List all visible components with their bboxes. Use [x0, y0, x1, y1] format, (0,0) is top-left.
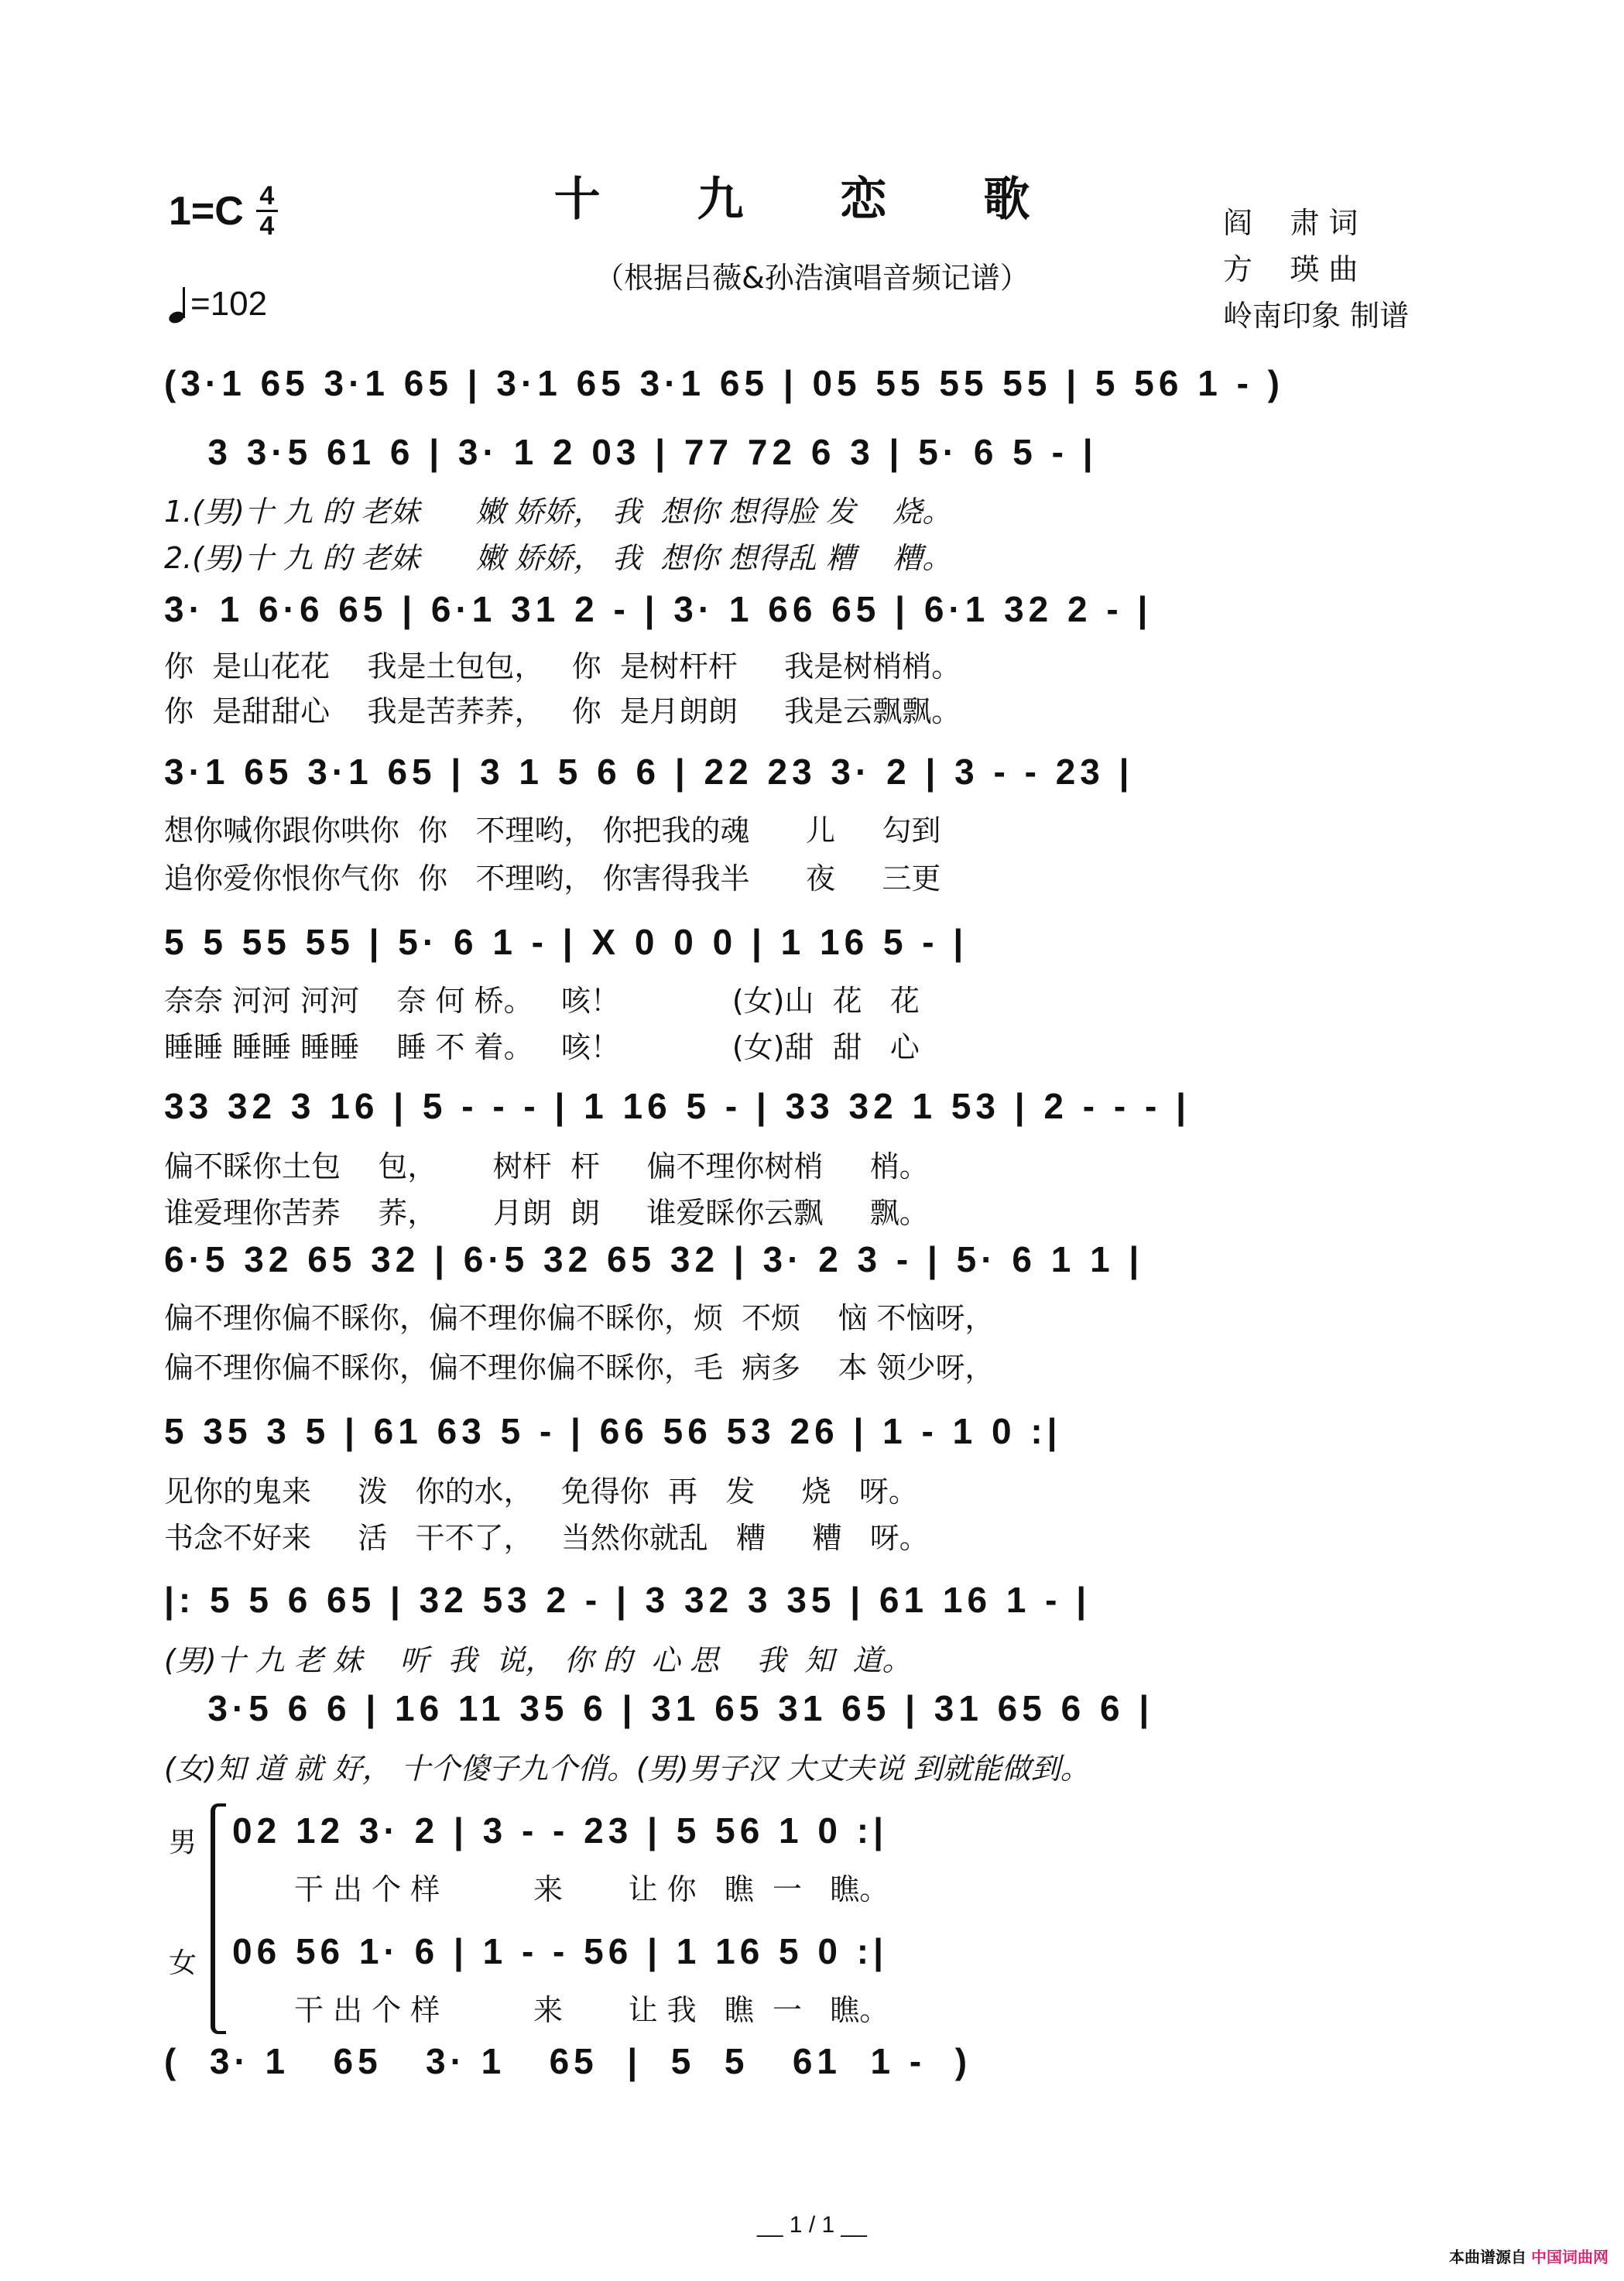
lyric-line: 偏不睬你土包 包， 树杆 杆 偏不理你树梢 梢。 — [164, 1149, 929, 1183]
notation-line-female: 06 56 1· 6 | 1 - - 56 | 1 16 5 0 :| — [232, 1931, 888, 1971]
lyric-line: 追你爱你恨你气你 你 不理哟， 你害得我半 夜 三更 — [164, 861, 941, 896]
arranger: 岭南印象 制谱 — [1223, 299, 1410, 333]
lyric-line: (女)知 道 就 好， 十个傻子九个俏。(男)男子汉 大丈夫说 到就能做到。 — [164, 1752, 1090, 1786]
composer: 方 瑛 曲 — [1223, 252, 1358, 286]
source-credit — [1449, 2245, 1609, 2267]
lyric-line: 奈奈 河河 河河 奈 何 桥。 咳！ (女)山 花 花 — [164, 984, 920, 1018]
notation-line: 5 35 3 5 | 61 63 5 - | 66 56 53 26 | 1 - 1 0 :| — [164, 1411, 1062, 1451]
notation-line: 3 3·5 61 6 | 3· 1 2 03 | 77 72 6 3 | 5· 6 5 - | — [164, 432, 1098, 472]
lyric-line: 书念不好来 活 干不了， 当然你就乱 糟 糟 呀。 — [164, 1521, 929, 1555]
source-site: 中国词曲网 — [1531, 2248, 1609, 2266]
voice-label-male: 男 — [169, 1827, 197, 1858]
notation-line: 3·5 6 6 | 16 11 35 6 | 31 65 31 65 | 31 65 6 6 | — [164, 1688, 1154, 1728]
notation-line: 3·1 65 3·1 65 | 3 1 5 6 6 | 22 23 3· 2 | 3 - - 23 | — [164, 752, 1134, 792]
lyric-line-male: 干 出 个 样 来 让 你 瞧 一 瞧。 — [294, 1872, 889, 1906]
key-label: 1=C — [169, 188, 244, 234]
page-number: __ 1 / 1 __ — [757, 2212, 867, 2238]
lyric-line: 1.(男)十 九 的 老妹 嫩 娇娇， 我 想你 想得脸 发 烧。 — [164, 495, 952, 529]
lyric-line-female: 干 出 个 样 来 让 我 瞧 一 瞧。 — [294, 1993, 889, 2027]
tempo-value: =102 — [190, 285, 268, 323]
voice-label-female: 女 — [169, 1947, 197, 1979]
duet-bracket — [211, 1803, 226, 2034]
lyricist: 阎 肃 词 — [1223, 206, 1358, 240]
lyric-line: 谁爱理你苦荞 荞， 月朗 朗 谁爱睬你云飘 飘。 — [164, 1196, 929, 1230]
lyric-line: 偏不理你偏不睬你，偏不理你偏不睬你，毛 病多 本 领少呀， — [164, 1351, 995, 1385]
song-subtitle: （根据吕薇&孙浩演唱音频记谱） — [594, 261, 1030, 295]
lyric-line: 见你的鬼来 泼 你的水， 免得你 再 发 烧 呀。 — [164, 1474, 918, 1509]
time-numerator: 4 — [259, 181, 275, 211]
lyric-line: 2.(男)十 九 的 老妹 嫩 娇娇， 我 想你 想得乱 糟 糟。 — [164, 541, 952, 575]
credits — [1223, 200, 1409, 339]
lyric-line: 想你喊你跟你哄你 你 不理哟， 你把我的魂 儿 勾到 — [164, 813, 941, 848]
notation-line-male: 02 12 3· 2 | 3 - - 23 | 5 56 1 0 :| — [232, 1810, 888, 1851]
notation-line: 5 5 55 55 | 5· 6 1 - | X 0 0 0 | 1 16 5 - | — [164, 922, 968, 962]
notation-line: 3· 1 6·6 65 | 6·1 31 2 - | 3· 1 66 65 | 6·1 32 2 - | — [164, 589, 1153, 629]
notation-line: |: 5 5 6 65 | 32 53 2 - | 3 32 3 35 | 61 16 1 - | — [164, 1580, 1091, 1620]
song-title: 十 九 恋 歌 — [553, 173, 1071, 227]
lyric-line: (男)十 九 老 妹 听 我 说， 你 的 心 思 我 知 道。 — [164, 1643, 912, 1677]
lyric-line: 睡睡 睡睡 睡睡 睡 不 着。 咳！ (女)甜 甜 心 — [164, 1030, 920, 1064]
lyric-line: 你 是甜甜心 我是苦荞荞， 你 是月朗朗 我是云飘飘。 — [164, 694, 961, 728]
notation-line: (3·1 65 3·1 65 | 3·1 65 3·1 65 | 05 55 55 55 | 5 56 1 - ) — [164, 363, 1284, 403]
lyric-line: 你 是山花花 我是土包包， 你 是树杆杆 我是树梢梢。 — [164, 649, 961, 683]
source-label: 本曲谱源自 — [1449, 2248, 1526, 2266]
notation-line: 6·5 32 65 32 | 6·5 32 65 32 | 3· 2 3 - | 5· 6 1 1 | — [164, 1239, 1144, 1279]
notation-line: 33 32 3 16 | 5 - - - | 1 16 5 - | 33 32 1 53 | 2 - - - | — [164, 1086, 1191, 1126]
notation-line-outro: ( 3· 1 65 3· 1 65 | 5 5 61 1 - ) — [164, 2041, 972, 2081]
lyric-line: 偏不理你偏不睬你，偏不理你偏不睬你，烦 不烦 恼 不恼呀， — [164, 1301, 995, 1335]
time-denominator: 4 — [259, 211, 275, 241]
